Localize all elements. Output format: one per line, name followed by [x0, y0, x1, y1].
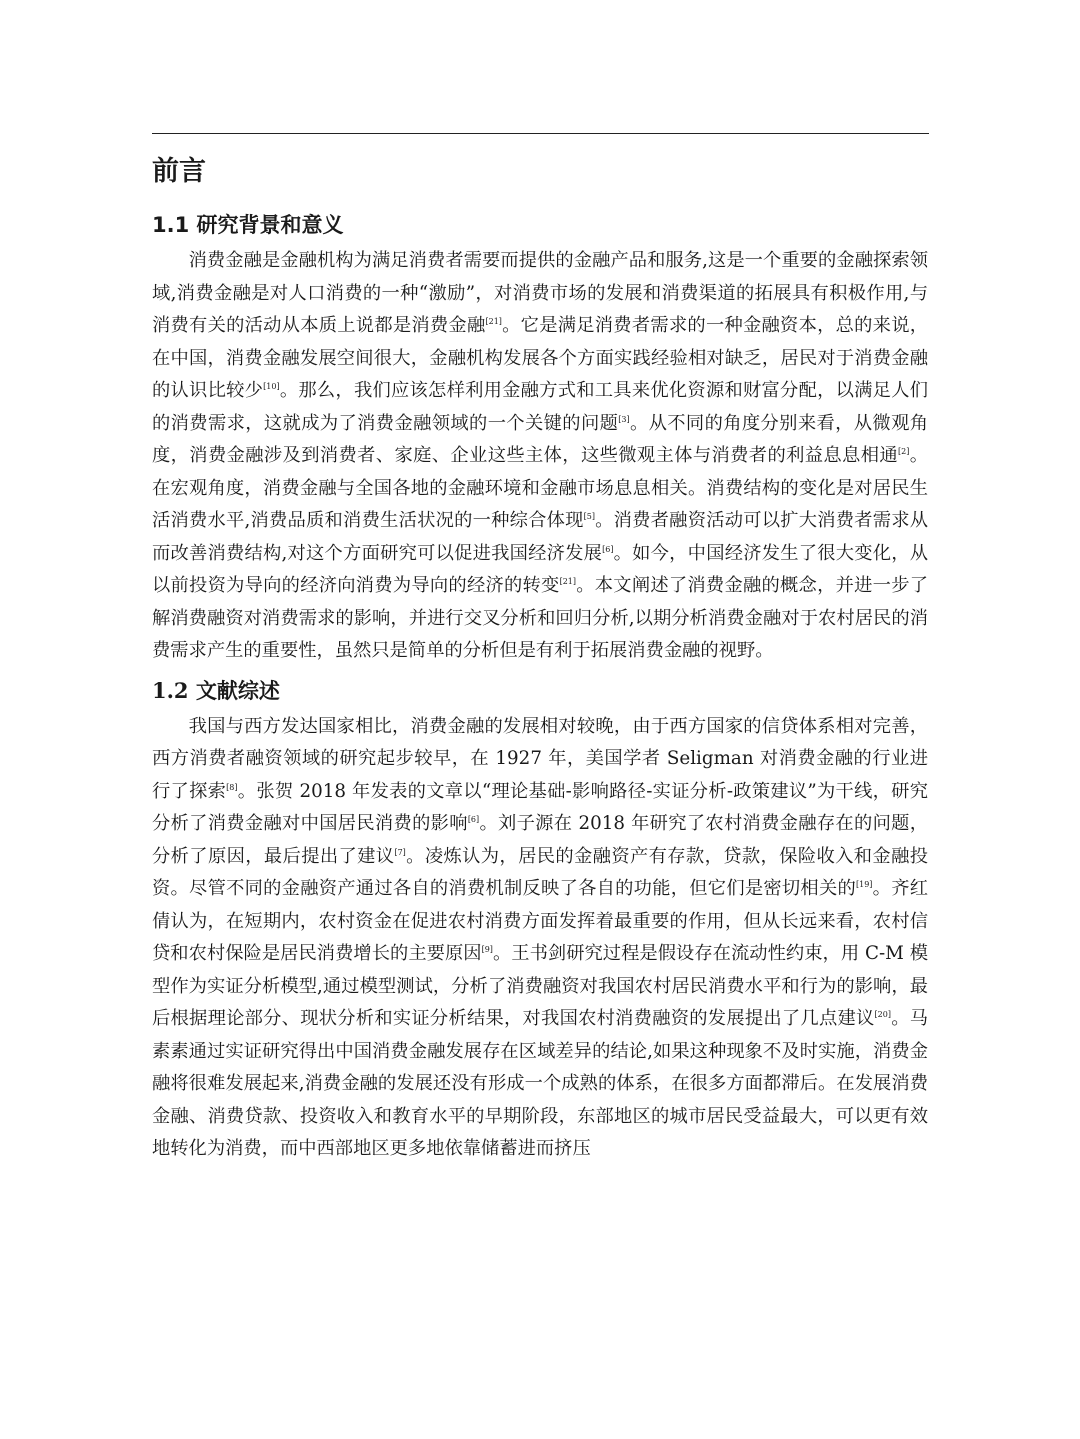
section-heading-background: 1.1 研究背景和意义: [152, 213, 344, 237]
citation: [5]: [583, 512, 595, 521]
chapter-title: 前言: [152, 156, 206, 187]
citation: [9]: [481, 945, 493, 954]
citation: [21]: [485, 317, 502, 326]
citation: [2]: [898, 447, 910, 456]
citation: [10]: [263, 382, 280, 391]
citation: [21]: [559, 577, 576, 586]
paragraph-background: 消费金融是金融机构为满足消费者需要而提供的金融产品和服务,这是一个重要的金融探索领域,消费金融是对人口消费的一种“激励”，对消费市场的发展和消费渠道的拓展具有积极作用,与消费有关的活动从本质上说都是消费金融[21]。它是满足消费者需求的一种金融资本，总的来说，在中国，消费金融发展空间很大，金融机构发展各个方面实践经验相对缺乏，居民对于消费金融的认识比较少[10]。那么，我们应该怎样利用金融方式和工具来优化资源和财富分配，以满足人们的消费需求，这就成为了消费金融领域的一个关键的问题[3]。从不同的角度分别来看，从微观角度，消费金融涉及到消费者、家庭、企业这些主体，这些微观主体与消费者的利益息息相通[2]。在宏观角度，消费金融与全国各地的金融环境和金融市场息息相关。消费结构的变化是对居民生活消费水平,消费品质和消费生活状况的一种综合体现[5]。消费者融资活动可以扩大消费者需求从而改善消费结构,对这个方面研究可以促进我国经济发展[6]。如今，中国经济发生了很大变化，从以前投资为导向的经济向消费为导向的经济的转变[21]。本文阐述了消费金融的概念，并进一步了解消费融资对消费需求的影响，并进行交叉分析和回归分析,以期分析消费金融对于农村居民的消费需求产生的重要性，虽然只是简单的分析但是有利于拓展消费金融的视野。: [152, 250, 929, 661]
citation: [3]: [618, 414, 630, 424]
citation: [8]: [226, 782, 238, 792]
citation: [19]: [856, 880, 873, 889]
citation: [6]: [602, 544, 614, 554]
section-heading-literature: 1.2 文献综述: [152, 677, 280, 703]
citation: [7]: [394, 847, 406, 857]
document-body: [152, 150, 928, 1166]
citation: [6]: [467, 815, 480, 824]
citation: [20]: [874, 1010, 891, 1019]
header-rule: [152, 133, 929, 134]
paragraph-literature: 我国与西方发达国家相比，消费金融的发展相对较晚，由于西方国家的信贷体系相对完善，西方消费者融资领域的研究起步较早，在 1927 年，美国学者 Seligman 对消费金融的行业进行了探索[8]。张贺 2018 年发表的文章以“理论基础-影响路径-实证分析-政策建议”为干线，研究分析了消费金融对中国居民消费的影响[6]。刘子源在 2018 年研究了农村消费金融存在的问题，分析了原因，最后提出了建议[7]。凌炼认为，居民的金融资产有存款，贷款，保险收入和金融投资。尽管不同的金融资产通过各自的消费机制反映了各自的功能，但它们是密切相关的[19]。齐红倩认为，在短期内，农村资金在促进农村消费方面发挥着最重要的作用，但从长远来看，农村信贷和农村保险是居民消费增长的主要原因[9]。王书剑研究过程是假设存在流动性约束，用 C-M 模型作为实证分析模型,通过模型测试，分析了消费融资对我国农村居民消费水平和行为的影响，最后根据理论部分、现状分析和实证分析结果，对我国农村消费融资的发展提出了几点建议[20]。马素素通过实证研究得出中国消费金融发展存在区域差异的结论,如果这种现象不及时实施，消费金融将很难发展起来,消费金融的发展还没有形成一个成熟的体系，在很多方面都滞后。在发展消费金融、消费贷款、投资收入和教育水平的早期阶段，东部地区的城市居民受益最大，可以更有效地转化为消费，而中西部地区更多地依靠储蓄进而挤压: [152, 715, 929, 1159]
